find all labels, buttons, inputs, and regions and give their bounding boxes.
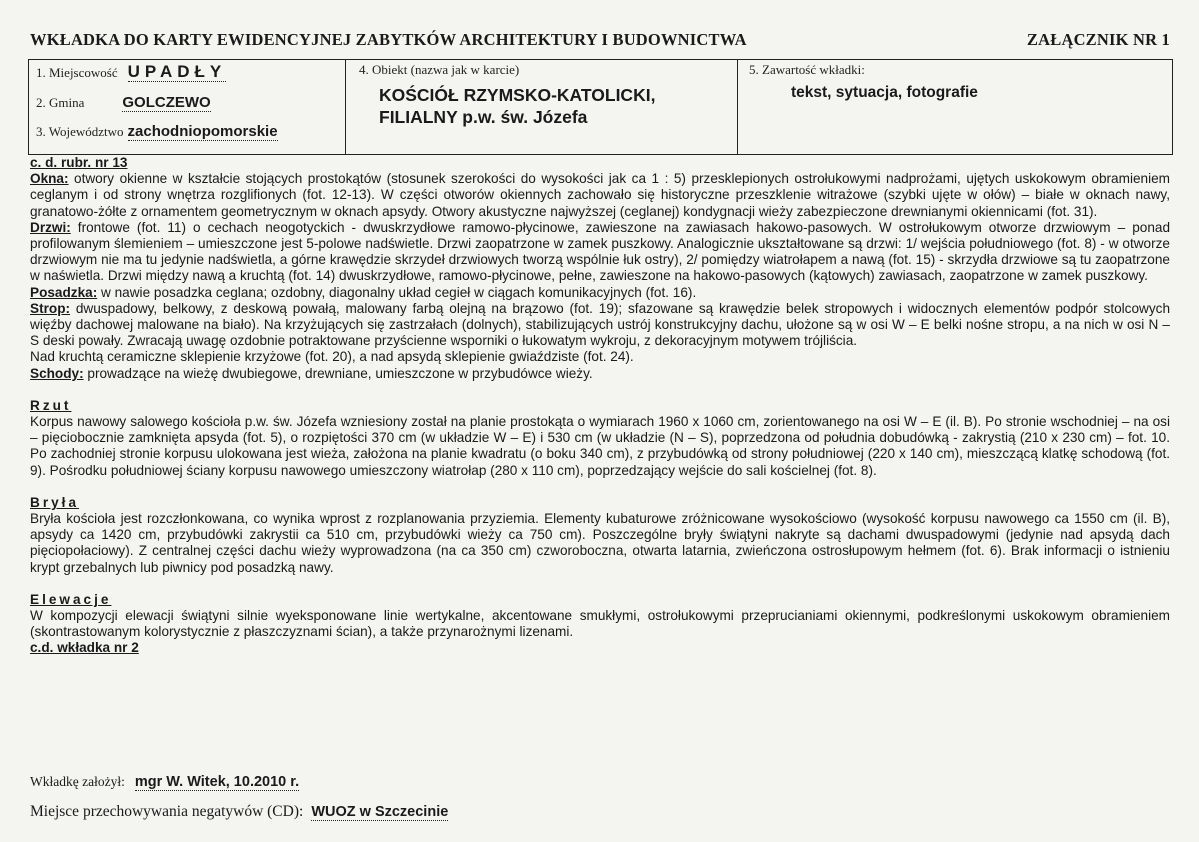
windows-text: otwory okienne w kształcie stojących prostokątów (stosunek szerokości do wysokości jak ca 1 : 5) przesklepionych ostrołukowymi nadprożami, ujętych uskokowym obramieniem ceglanym i od strony wnętrza rozglifionych (fot. 12-13). W części otworów okiennych zachowało się historyczne przeszklenie witrażowe (szybki ujęte w ołów) – białe w oknach nawy, granatowo-żółte z ornamentem geometrycznym w oknach apsydy. Otwory akustyczne najwyższej (ceglanej) kondygnacji wieży zabezpieczone drewnianymi okiennicami (fot. 31). [30,171,1170,219]
elevations-text: W kompozycji elewacji świątyni silnie wyeksponowane linie wertykalne, akcentowane smukłymi, ostrołukowymi przeprucianiami okiennymi, podkreślonymi uskokowym obramieniem (skontrastowanym kolorystycznie z płaszczyznami ścian), a także przynarożnymi lizenami. [30,608,1170,640]
voivodeship-value: zachodniopomorskie [127,123,278,140]
windows-heading: Okna: [30,171,69,187]
section-floor [30,285,1170,301]
doors-text: frontowe (fot. 11) o cechach neogotyckich - dwuskrzydłowe ramowo-płycinowe, zawieszone na zawiasach hakowo-pasowych. W ostrołukowym otworze drzwiowym – ponad profilowanym ślemieniem – umieszczone jest 5-polowe nadświetle. Drzwi zaopatrzone w zamek puszkowy. Analogicznie ukształtowane są drzwi: 1/ wejścia południowego (fot. 8) - w otworze drzwiowym nie ma tu jedynie nadświetla, a górne krawędzie skrzydeł drzwiowych tworzą wspólnie łuk ostry), 2/ pomiędzy wiatrołapem a nawą (fot. 15) - skrzydła drzwiowe są tu zaopatrzone w naświetla. Drzwi między nawą a kruchtą (fot. 14) dwuskrzydłowe, ramowo-płycinowe, pełne, zawieszone na hakowo-pasowych (kątowych) zawiasach, zaopatrzone w zamek puszkowy. [30,219,1170,284]
author-label: Wkładkę założył: [30,774,125,789]
locality-value: UPADŁY [127,62,227,81]
storage-row [30,803,448,821]
section-elevations [30,592,1170,608]
locality-row [36,62,226,82]
massing-heading: Bryła [30,494,80,510]
locality-label: 1. Miejscowość [36,65,118,80]
contents-value: tekst, sytuacja, fotografie [791,84,978,101]
voivodeship-label: 3. Województwo [36,124,124,139]
plan-heading: Rzut [30,397,72,413]
object-column [345,60,738,154]
continuation-note: c.d. wkładka nr 2 [30,640,139,656]
object-label: 4. Obiekt (nazwa jak w karcie) [359,62,520,77]
object-name: KOŚCIÓŁ RZYMSKO-KATOLICKI, FILIALNY p.w. św. Józefa [379,85,656,127]
section-plan [30,398,1170,414]
document-header [30,30,1170,54]
author-value: mgr W. Witek, 10.2010 r. [134,774,300,790]
contents-label: 5. Zawartość wkładki: [749,62,865,77]
vaults-text: Nad kruchtą ceramiczne sklepienie krzyżowe (fot. 20), a nad apsydą sklepienie gwiaździste (fot. 24). [30,349,634,365]
location-column [29,60,346,154]
document-body [30,155,1170,657]
ceiling-heading: Strop: [30,300,71,316]
document-title: WKŁADKA DO KARTY EWIDENCYJNEJ ZABYTKÓW ARCHITEKTURY I BUDOWNICTWA [30,30,747,49]
storage-label: Miejsce przechowywania negatywów (CD): [30,803,304,820]
section-ceiling [30,301,1170,350]
storage-value: WUOZ w Szczecinie [311,804,449,820]
massing-text: Bryła kościoła jest rozczłonkowana, co wynika wprost z rozplanowania przyziemia. Elementy kubaturowe zróżnicowane wysokościowo (wysokość korpusu nawowego ca 1550 cm (il. B), apsydy ca 1420 cm, przybudówki zakrystii ca 510 cm, przybudówki wieży ca 750 cm). Poszczególne bryły świątyni nakryte są dachami dwuspadowymi (jedynie nad apsydą dach pięciopołaciowy). Z centralnej części dachu wieży wyprowadzona (na ca 350 cm) czworoboczna, otwarta latarnia, zwieńczona ostrosłupowym hełmem (fot. 6). Brak informacji o istnieniu krypt grzebalnych lub piwnicy pod posadzką nawy. [30,511,1170,575]
stairs-heading: Schody: [30,365,84,381]
commune-label: 2. Gmina [36,95,85,110]
contents-column [737,60,1172,154]
section-windows [30,171,1170,220]
floor-text: w nawie posadzka ceglana; ozdobny, diagonalny układ cegieł w ciągach komunikacyjnych (fot. 16). [97,284,697,300]
commune-value: GOLCZEWO [122,94,211,111]
plan-text: Korpus nawowy salowego kościoła p.w. św. Józefa wzniesiony został na planie prostokąta o wymiarach 1960 x 1060 cm, zorientowanego na osi W – E (il. B). Po stronie wschodniej – na osi – pięciobocznie zamknięta apsyda (fot. 5), o rozpiętości 370 cm (w układzie W – E) i 530 cm (w układzie (N – S), poprzedzona od południa dobudówką - zakrystią (210 x 230 cm) – fot. 10. Po zachodniej stronie korpusu ulokowana jest wieża, założona na planie kwadratu (o boku 340 cm), z przybudówką od strony południowej (220 x 140 cm), mieszczącą klatkę schodową (fot. 9). Pośrodku południowej ściany korpusu nawowego umieszczony wiatrołap (280 x 110 cm), poprzedzający wejście do sali kościelnej (fot. 8). [30,414,1170,478]
stairs-text: prowadzące na wieżę dwubiegowe, drewniane, umieszczone w przybudówce wieży. [83,365,593,381]
author-row [30,774,299,790]
elevations-heading: Elewacje [30,591,112,607]
voivodeship-row [36,123,278,141]
ceiling-text: dwuspadowy, belkowy, z deskową powałą, malowany farbą olejną na brązowo (fot. 19); sfazowane są krawędzie belek stropowych i widocznych elementów podpór stolcowych więźby dachowej malowane na biało). Na krzyżujących się zastrzałach (dolnych), stabilizujących ustrój konstrukcyjny dachu, ułożone są w osi W – E belki nośne stropu, a na nich w osi N – S deski powały. Zwracają uwagę ozdobnie potraktowane przyścienne wsporniki o łukowatym wykroju, z dekoracyjnym motywem trójliścia. [30,300,1170,349]
rubric-continuation: c. d. rubr. nr 13 [30,155,128,170]
attachment-number: ZAŁĄCZNIK NR 1 [1026,30,1170,49]
identification-table [28,59,1173,155]
section-stairs [30,366,1170,382]
section-massing [30,495,1170,511]
doors-heading: Drzwi: [30,219,71,235]
section-doors [30,220,1170,285]
commune-row [36,94,211,112]
floor-heading: Posadzka: [30,284,98,300]
